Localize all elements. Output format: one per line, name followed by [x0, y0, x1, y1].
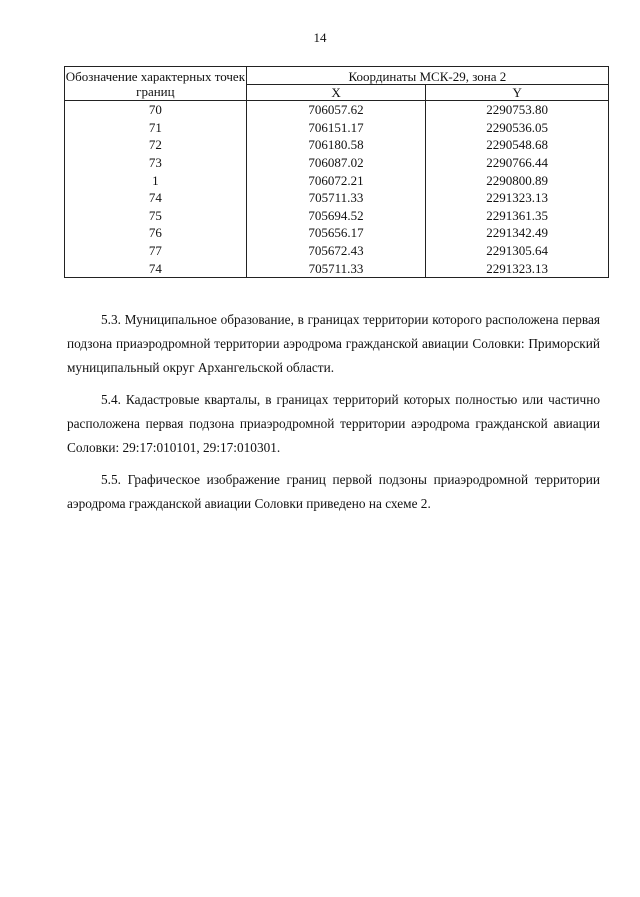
cell-point: 75 — [65, 207, 247, 225]
cell-y: 2291305.64 — [426, 242, 609, 260]
body-text — [67, 308, 600, 524]
cell-y: 2290753.80 — [426, 101, 609, 119]
cell-point: 76 — [65, 224, 247, 242]
cell-y: 2291323.13 — [426, 189, 609, 207]
table-row — [65, 259, 609, 277]
cell-y: 2291361.35 — [426, 207, 609, 225]
paragraph-5-3: 5.3. Муниципальное образование, в границах территории которого расположена первая подзона приаэродромной территории аэродрома гражданской авиации Соловки: Приморский муниципальный округ Архангельской области. — [67, 312, 600, 375]
table-row — [65, 119, 609, 137]
cell-x: 705711.33 — [246, 259, 426, 277]
cell-x: 705711.33 — [246, 189, 426, 207]
cell-point: 74 — [65, 259, 247, 277]
cell-point: 1 — [65, 171, 247, 189]
cell-x: 705656.17 — [246, 224, 426, 242]
table-row — [65, 136, 609, 154]
cell-point: 77 — [65, 242, 247, 260]
cell-y: 2290800.89 — [426, 171, 609, 189]
table-row — [65, 101, 609, 119]
header-y: Y — [426, 85, 609, 101]
table-row — [65, 224, 609, 242]
cell-x: 706151.17 — [246, 119, 426, 137]
cell-point: 70 — [65, 101, 247, 119]
cell-x: 706072.21 — [246, 171, 426, 189]
header-coordinates: Координаты МСК-29, зона 2 — [246, 67, 608, 85]
cell-y: 2291323.13 — [426, 259, 609, 277]
cell-x: 706087.02 — [246, 154, 426, 172]
paragraph-5-5: 5.5. Графическое изображение границ первой подзоны приаэродромной территории аэродрома гражданской авиации Соловки приведено на схеме 2. — [67, 472, 600, 511]
paragraph-5-4: 5.4. Кадастровые кварталы, в границах территорий которых полностью или частично расположена первая подзона приаэродромной территории аэродрома гражданской авиации Соловки: 29:17:010101, 29:17:010301. — [67, 392, 600, 455]
cell-y: 2290548.68 — [426, 136, 609, 154]
cell-x: 706180.58 — [246, 136, 426, 154]
table-row — [65, 189, 609, 207]
cell-point: 72 — [65, 136, 247, 154]
coordinates-table — [64, 66, 609, 278]
cell-x: 706057.62 — [246, 101, 426, 119]
table-row — [65, 207, 609, 225]
table-row — [65, 171, 609, 189]
cell-y: 2290536.05 — [426, 119, 609, 137]
cell-point: 71 — [65, 119, 247, 137]
header-x: X — [246, 85, 426, 101]
cell-point: 73 — [65, 154, 247, 172]
table-body — [65, 101, 609, 278]
cell-x: 705672.43 — [246, 242, 426, 260]
cell-y: 2290766.44 — [426, 154, 609, 172]
header-point-designation: Обозначение характерных точек границ — [65, 67, 247, 101]
table-row — [65, 154, 609, 172]
cell-point: 74 — [65, 189, 247, 207]
page-number: 14 — [313, 30, 327, 45]
table-row — [65, 242, 609, 260]
cell-y: 2291342.49 — [426, 224, 609, 242]
cell-x: 705694.52 — [246, 207, 426, 225]
